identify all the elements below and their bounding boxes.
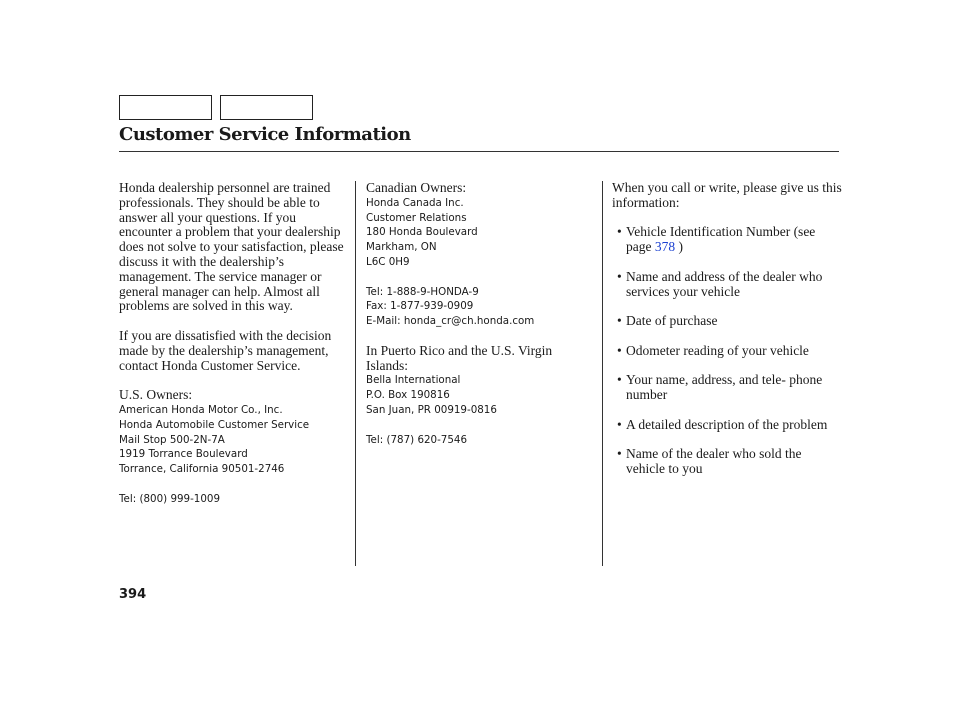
dealership-paragraph: Honda dealership personnel are trained professionals. They should be able to answer all your questions. If you encounter a problem that your dealership does not solve to your satisfaction, please discuss it with the dealership’s management. The service manager or general manager can help. Almost all problems are solved in this way.: [119, 180, 344, 314]
list-item: • Your name, address, and tele- phone number: [612, 373, 842, 403]
us-address-line: American Honda Motor Co., Inc.: [119, 403, 283, 416]
us-owners-heading: U.S. Owners:: [119, 387, 193, 403]
column-dealership-info: [119, 181, 349, 507]
list-item: • Date of purchase: [612, 314, 842, 329]
list-item: • Name of the dealer who sold the vehicle to you: [612, 447, 842, 477]
next-page-button[interactable]: [220, 95, 313, 120]
information-list: [612, 225, 842, 477]
page-reference-link[interactable]: 378: [654, 239, 676, 255]
puerto-rico-heading: In Puerto Rico and the U.S. Virgin Islands:: [366, 342, 553, 373]
us-address-line: Torrance, California 90501-2746: [119, 463, 285, 476]
vin-item-suffix: ): [678, 239, 683, 255]
dissatisfied-paragraph: If you are dissatisfied with the decision made by the dealership’s management, contact Honda Customer Service.: [119, 327, 332, 373]
puerto-rico-address-line: P.O. Box 190816: [366, 389, 450, 402]
canada-owners-heading: Canadian Owners:: [366, 180, 467, 195]
column-information-checklist: [612, 181, 842, 492]
list-item: [612, 225, 842, 255]
canada-address-line: Customer Relations: [366, 211, 467, 224]
puerto-rico-telephone: Tel: (787) 620-7546: [366, 433, 468, 446]
canada-address-line: Markham, ON: [366, 241, 437, 254]
vin-item-text: Vehicle Identification Number (see page: [626, 224, 816, 255]
us-address-line: Mail Stop 500-2N-7A: [119, 433, 225, 446]
us-address-line: Honda Automobile Customer Service: [119, 418, 310, 431]
column-divider-left: [355, 181, 356, 566]
previous-page-button[interactable]: [119, 95, 212, 120]
list-item: • Odometer reading of your vehicle: [612, 344, 842, 359]
column-divider-right: [602, 181, 603, 566]
canada-address-line: Honda Canada Inc.: [366, 196, 464, 209]
list-item: • Name and address of the dealer who services your vehicle: [612, 270, 842, 300]
column-contact-addresses: [366, 181, 596, 447]
canada-fax: Fax: 1-877-939-0909: [366, 300, 474, 313]
page-title: Customer Service Information: [119, 124, 411, 145]
checklist-intro: When you call or write, please give us this information:: [612, 180, 842, 210]
puerto-rico-address-line: Bella International: [366, 374, 461, 387]
puerto-rico-address-line: San Juan, PR 00919-0816: [366, 403, 497, 416]
canada-address-line: L6C 0H9: [366, 255, 410, 268]
us-telephone: Tel: (800) 999-1009: [119, 492, 221, 505]
title-divider: [119, 151, 839, 152]
list-item: • A detailed description of the problem: [612, 418, 842, 433]
canada-telephone: Tel: 1-888-9-HONDA-9: [366, 285, 479, 298]
canada-address-line: 180 Honda Boulevard: [366, 226, 478, 239]
us-address-line: 1919 Torrance Boulevard: [119, 448, 248, 461]
canada-email: E-Mail: honda_cr@ch.honda.com: [366, 315, 535, 328]
page-number: 394: [119, 587, 147, 602]
